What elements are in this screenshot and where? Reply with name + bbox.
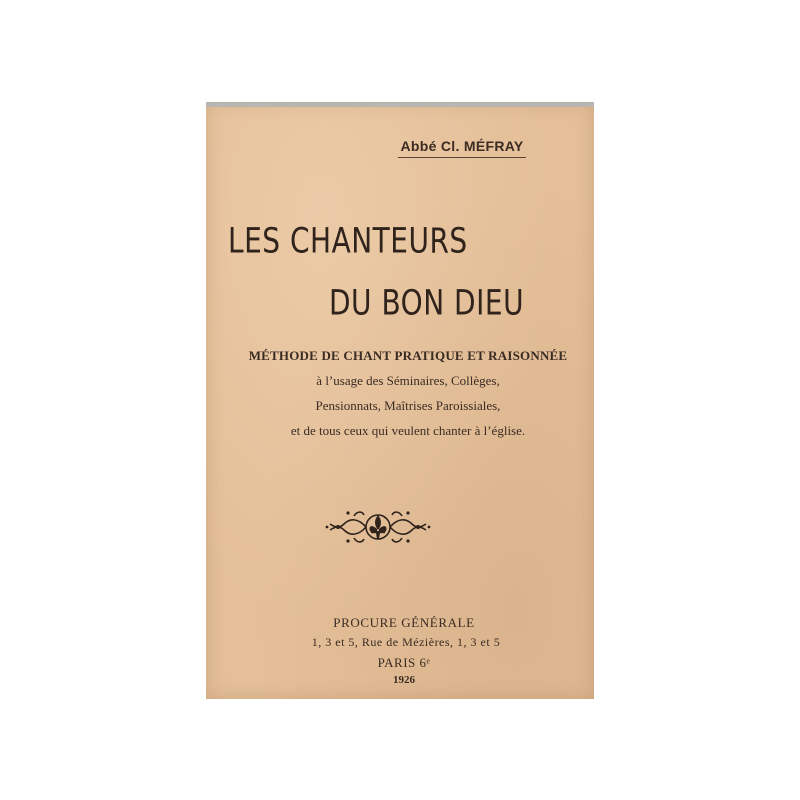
publication-year: 1926 [393, 674, 415, 686]
title-line-2: DU BON DIEU [329, 282, 525, 324]
fleur-de-lis-icon [324, 504, 432, 550]
publisher-name: PROCURE GÉNÉRALE [333, 615, 475, 630]
subtitle-line-1: MÉTHODE DE CHANT PRATIQUE ET RAISONNÉE [248, 348, 568, 363]
publisher-city: PARIS 6ᵉ [377, 655, 431, 670]
title-line-1: LES CHANTEURS [228, 220, 468, 262]
subtitle-line-2: à l’usage des Séminaires, Collèges, [316, 373, 500, 388]
book-cover [206, 102, 594, 699]
cover-top-edge [206, 102, 594, 107]
subtitle-line-3: Pensionnats, Maîtrises Paroissiales, [315, 398, 501, 413]
publisher-address: 1, 3 et 5, Rue de Mézières, 1, 3 et 5 [311, 635, 501, 649]
subtitle-line-4: et de tous ceux qui veulent chanter à l’église. [290, 423, 526, 438]
author-label: Abbé Cl. MÉFRAY [398, 135, 526, 158]
